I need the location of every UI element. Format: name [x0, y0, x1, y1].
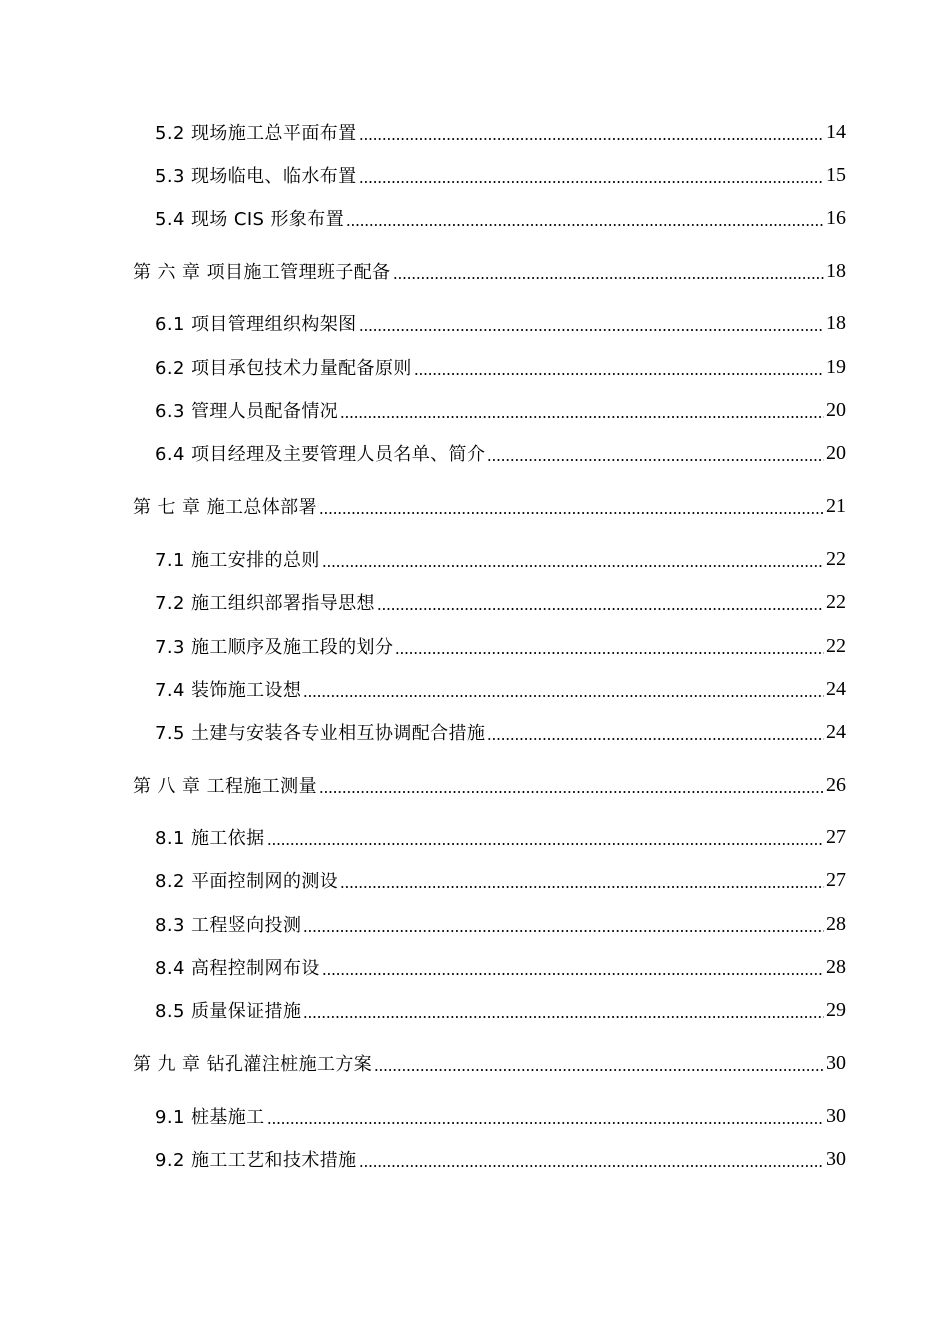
dot-leader	[359, 1148, 824, 1168]
toc-entry-label: 5.4 现场 CIS 形象布置	[155, 209, 345, 230]
toc-entry-8-1[interactable]	[155, 823, 846, 851]
dot-leader	[393, 260, 824, 280]
toc-entry-label: 6.4 项目经理及主要管理人员名单、简介	[155, 444, 486, 465]
toc-entry-7-5[interactable]	[155, 718, 846, 746]
dot-leader	[487, 721, 824, 741]
dot-leader	[319, 495, 824, 515]
toc-entry-9-1[interactable]	[155, 1102, 846, 1130]
dot-leader	[414, 356, 824, 376]
toc-entry-label: 8.5 质量保证措施	[155, 1001, 302, 1022]
toc-entry-page: 29	[826, 998, 846, 1021]
toc-entry-page: 24	[826, 677, 846, 700]
toc-entry-label: 7.3 施工顺序及施工段的划分	[155, 637, 394, 658]
dot-leader	[303, 678, 824, 698]
toc-entry-8-4[interactable]	[155, 953, 846, 981]
toc-entry-9-2[interactable]	[155, 1145, 846, 1173]
toc-entry-label: 8.2 平面控制网的测设	[155, 871, 339, 892]
toc-entry-label: 7.5 土建与安装各专业相互协调配合措施	[155, 723, 486, 744]
toc-entry-page: 22	[826, 590, 846, 613]
toc-entry-page: 20	[826, 441, 846, 464]
dot-leader	[346, 207, 824, 227]
toc-entry-page: 18	[826, 311, 846, 334]
toc-entry-label: 第 七 章 施工总体部署	[133, 497, 317, 518]
toc-entry-label: 6.3 管理人员配备情况	[155, 401, 339, 422]
toc-entry-8-2[interactable]	[155, 866, 846, 894]
toc-entry-label: 9.1 桩基施工	[155, 1107, 265, 1128]
toc-entry-page: 26	[826, 773, 846, 796]
dot-leader	[359, 164, 824, 184]
toc-entry-label: 7.1 施工安排的总则	[155, 550, 320, 571]
toc-entry-page: 20	[826, 398, 846, 421]
dot-leader	[322, 548, 824, 568]
toc-entry-page: 28	[826, 912, 846, 935]
toc-entry-page: 16	[826, 206, 846, 229]
dot-leader	[319, 774, 824, 794]
toc-entry-page: 28	[826, 955, 846, 978]
toc-entry-chapter-7[interactable]	[133, 492, 846, 520]
toc-entry-page: 30	[826, 1147, 846, 1170]
dot-leader	[359, 121, 824, 141]
toc-entry-7-4[interactable]	[155, 675, 846, 703]
toc-entry-page: 22	[826, 547, 846, 570]
dot-leader	[303, 999, 824, 1019]
toc-entry-label: 6.2 项目承包技术力量配备原则	[155, 358, 412, 379]
dot-leader	[377, 591, 824, 611]
toc-entry-7-2[interactable]	[155, 588, 846, 616]
toc-entry-label: 第 九 章 钻孔灌注桩施工方案	[133, 1054, 373, 1075]
toc-entry-page: 22	[826, 634, 846, 657]
toc-entry-label: 8.1 施工依据	[155, 828, 265, 849]
toc-entry-label: 8.4 高程控制网布设	[155, 958, 320, 979]
toc-entry-5-2[interactable]	[155, 118, 846, 146]
toc-entry-page: 30	[826, 1051, 846, 1074]
toc-entry-page: 27	[826, 825, 846, 848]
dot-leader	[267, 826, 824, 846]
dot-leader	[359, 312, 824, 332]
toc-entry-chapter-6[interactable]	[133, 257, 846, 285]
toc-entry-page: 18	[826, 259, 846, 282]
toc-entry-chapter-9[interactable]	[133, 1049, 846, 1077]
toc-entry-chapter-8[interactable]	[133, 771, 846, 799]
toc-entry-label: 5.2 现场施工总平面布置	[155, 123, 357, 144]
toc-entry-5-3[interactable]	[155, 161, 846, 189]
toc-entry-label: 5.3 现场临电、临水布置	[155, 166, 357, 187]
toc-entry-8-5[interactable]	[155, 996, 846, 1024]
dot-leader	[267, 1105, 824, 1125]
toc-entry-7-1[interactable]	[155, 545, 846, 573]
toc-entry-6-4[interactable]	[155, 439, 846, 467]
dot-leader	[487, 442, 824, 462]
toc-entry-label: 9.2 施工工艺和技术措施	[155, 1150, 357, 1171]
toc-entry-page: 15	[826, 163, 846, 186]
toc-entry-8-3[interactable]	[155, 910, 846, 938]
toc-entry-label: 第 六 章 项目施工管理班子配备	[133, 262, 391, 283]
toc-entry-5-4[interactable]	[155, 204, 846, 232]
dot-leader	[374, 1052, 824, 1072]
dot-leader	[340, 399, 824, 419]
toc-entry-label: 8.3 工程竖向投测	[155, 915, 302, 936]
toc-entry-page: 24	[826, 720, 846, 743]
toc-entry-label: 第 八 章 工程施工测量	[133, 776, 317, 797]
toc-entry-page: 14	[826, 120, 846, 143]
toc-entry-7-3[interactable]	[155, 632, 846, 660]
dot-leader	[303, 913, 824, 933]
toc-entry-6-1[interactable]	[155, 309, 846, 337]
toc-entry-page: 19	[826, 355, 846, 378]
toc-entry-page: 30	[826, 1104, 846, 1127]
dot-leader	[340, 869, 824, 889]
dot-leader	[322, 956, 824, 976]
toc-entry-page: 21	[826, 494, 846, 517]
toc-entry-6-2[interactable]	[155, 353, 846, 381]
toc-entry-label: 7.4 装饰施工设想	[155, 680, 302, 701]
toc-entry-label: 7.2 施工组织部署指导思想	[155, 593, 375, 614]
toc-entry-page: 27	[826, 868, 846, 891]
toc-entry-label: 6.1 项目管理组织构架图	[155, 314, 357, 335]
dot-leader	[395, 635, 824, 655]
toc-entry-6-3[interactable]	[155, 396, 846, 424]
